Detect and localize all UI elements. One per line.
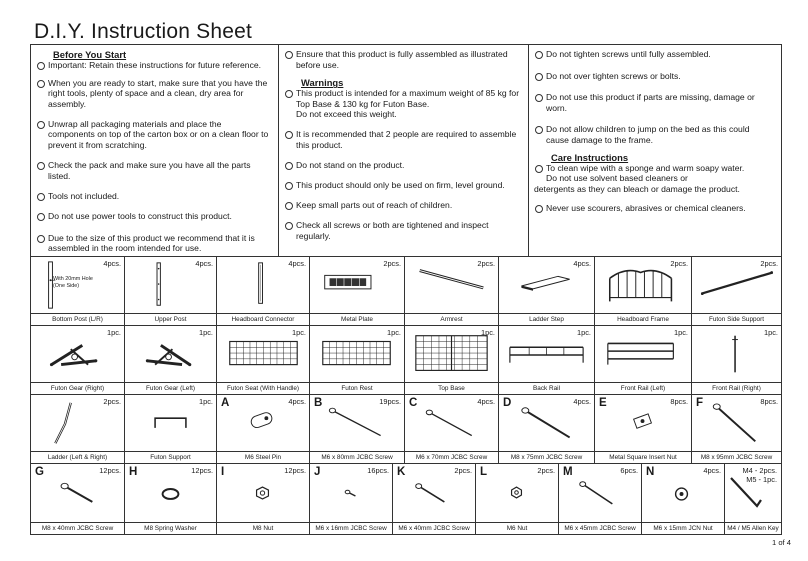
part-letter: C: [409, 397, 418, 409]
part-qty: 2pcs.: [760, 259, 778, 268]
page-title: D.I.Y. Instruction Sheet: [34, 20, 253, 43]
part-label: M8 x 40mm JCBC Screw: [31, 522, 124, 534]
note-item: Do not tighten screws until fully assembled.: [534, 49, 773, 60]
parts-row: [31, 395, 781, 464]
warnings-column: [279, 45, 529, 256]
part-letter: H: [129, 466, 138, 478]
part-letter: F: [696, 397, 704, 409]
warning-item: Check all screws or both are tightened and inspect regularly.: [284, 220, 520, 241]
note-item: Check the pack and make sure you have all the parts listed.: [36, 160, 270, 181]
part-qty: 2pcs.: [103, 397, 121, 406]
part-qty: 12pcs.: [284, 466, 306, 475]
note-item: Due to the size of this product we recommend that it is assembled in the room intended for use.: [36, 233, 270, 254]
warning-item: It is recommended that 2 people are required to assemble this product.: [284, 129, 520, 150]
part-label: Futon Support: [125, 451, 216, 463]
part-cell-futon-gear-left: [125, 326, 217, 394]
part-qty: M4 - 2pcs. M5 - 1pc.: [742, 466, 777, 484]
part-qty: 1pc.: [199, 328, 213, 337]
part-letter: L: [480, 466, 488, 478]
part-qty: 4pcs.: [288, 397, 306, 406]
warnings-header: Warnings: [301, 77, 344, 89]
part-label: M6 Steel Pin: [217, 451, 309, 463]
part-label: M8 x 75mm JCBC Screw: [499, 451, 594, 463]
part-label: Metal Plate: [310, 313, 404, 325]
warning-subline: Do not exceed this weight.: [296, 109, 397, 120]
care-item: To clean wipe with a sponge and warm soapy water.: [534, 163, 773, 174]
part-cell-m: [559, 464, 642, 534]
part-cell-metal-plate: [310, 257, 405, 325]
part-cell-d: [499, 395, 595, 463]
note-item: When you are ready to start, make sure that you have the right tools, plenty of space and a clean, dry area for assembly.: [36, 78, 270, 110]
part-qty: 4pcs.: [103, 259, 121, 268]
note-item: Tools not included.: [36, 191, 270, 202]
part-letter: E: [599, 397, 607, 409]
note-item: Important: Retain these instructions for future reference.: [36, 60, 270, 71]
part-qty: 8pcs.: [670, 397, 688, 406]
part-label: M4 / M5 Allen Key: [725, 522, 781, 534]
part-qty: 1pc.: [107, 328, 121, 337]
part-label: Headboard Frame: [595, 313, 691, 325]
part-cell-armrest: [405, 257, 499, 325]
part-label: Futon Rest: [310, 382, 404, 394]
part-label: Ladder (Left & Right): [31, 451, 124, 463]
warning-item: Do not stand on the product.: [284, 160, 520, 171]
parts-row: [31, 257, 781, 326]
part-cell-futon-support: [125, 395, 217, 463]
part-label: M8 Spring Washer: [125, 522, 216, 534]
part-cell-futon-side-support: [692, 257, 781, 325]
parts-row: [31, 464, 781, 534]
part-cell-futon-seat: [217, 326, 310, 394]
part-label: M6 x 80mm JCBC Screw: [310, 451, 404, 463]
page-number: 1 of 4: [772, 538, 791, 547]
part-cell-g: [31, 464, 125, 534]
part-label: Metal Square Insert Nut: [595, 451, 691, 463]
care-item: Never use scourers, abrasives or chemical cleaners.: [534, 203, 773, 214]
part-cell-ladder-step: [499, 257, 595, 325]
part-label: Headboard Connector: [217, 313, 309, 325]
part-qty: 4pcs.: [703, 466, 721, 475]
part-qty: 1pc.: [481, 328, 495, 337]
part-letter: M: [563, 466, 573, 478]
part-cell-bottom-post: [31, 257, 125, 325]
part-label: Top Base: [405, 382, 498, 394]
part-cell-futon-gear-right: [31, 326, 125, 394]
part-label: Futon Seat (With Handle): [217, 382, 309, 394]
part-letter: I: [221, 466, 225, 478]
part-label: Bottom Post (L/R): [31, 313, 124, 325]
part-label: M6 x 70mm JCBC Screw: [405, 451, 498, 463]
care-line: detergents as they can bleach or damage the product.: [534, 183, 740, 194]
before-you-start-column: [31, 45, 279, 256]
part-qty: 2pcs.: [670, 259, 688, 268]
part-cell-upper-post: [125, 257, 217, 325]
part-cell-ladder: [31, 395, 125, 463]
part-note: With 20mm Hole (One Side): [53, 276, 93, 289]
part-qty: 1pc.: [199, 397, 213, 406]
note-item: Do not use this product if parts are missing, damage or worn.: [534, 92, 773, 113]
part-label: M6 Nut: [476, 522, 558, 534]
part-qty: 2pcs.: [537, 466, 555, 475]
note-item: Do not use power tools to construct this product.: [36, 211, 270, 222]
part-letter: B: [314, 397, 323, 409]
part-cell-j: [310, 464, 393, 534]
part-qty: 1pc.: [387, 328, 401, 337]
part-qty: 12pcs.: [191, 466, 213, 475]
part-label: M8 x 95mm JCBC Screw: [692, 451, 781, 463]
note-item: Do not allow children to jump on the bed as this could cause damage to the frame.: [534, 124, 773, 145]
part-cell-headboard-connector: [217, 257, 310, 325]
part-qty: 2pcs.: [477, 259, 495, 268]
part-qty: 4pcs.: [477, 397, 495, 406]
care-header: Care Instructions: [551, 151, 629, 163]
part-qty: 1pc.: [292, 328, 306, 337]
part-qty: 2pcs.: [383, 259, 401, 268]
part-qty: 12pcs.: [99, 466, 121, 475]
warning-item: This product is intended for a maximum weight of 85 kg for Top Base & 130 kg for Futon Base.: [284, 88, 520, 109]
part-cell-f: [692, 395, 781, 463]
part-cell-c: [405, 395, 499, 463]
part-label: M6 x 40mm JCBC Screw: [393, 522, 475, 534]
part-qty: 1pc.: [674, 328, 688, 337]
part-cell-front-rail-left: [595, 326, 692, 394]
care-line: Do not use solvent based cleaners or: [546, 173, 688, 184]
part-label: Futon Side Support: [692, 313, 781, 325]
part-qty: 1pc.: [577, 328, 591, 337]
parts-grid: [31, 257, 781, 534]
part-letter: J: [314, 466, 321, 478]
part-letter: G: [35, 466, 44, 478]
text-section: [31, 45, 781, 257]
part-label: M8 Nut: [217, 522, 309, 534]
part-cell-futon-rest: [310, 326, 405, 394]
part-qty: 6pcs.: [620, 466, 638, 475]
part-cell-a: [217, 395, 310, 463]
warning-item: Keep small parts out of reach of children.: [284, 200, 520, 211]
part-cell-i: [217, 464, 310, 534]
part-cell-h: [125, 464, 217, 534]
part-qty: 8pcs.: [760, 397, 778, 406]
part-cell-b: [310, 395, 405, 463]
part-qty: 4pcs.: [573, 259, 591, 268]
part-cell-l: [476, 464, 559, 534]
part-cell-e: [595, 395, 692, 463]
part-letter: K: [397, 466, 406, 478]
part-label: Ladder Step: [499, 313, 594, 325]
care-column: [529, 45, 781, 256]
part-letter: A: [221, 397, 230, 409]
part-qty: 16pcs.: [367, 466, 389, 475]
part-qty: 4pcs.: [288, 259, 306, 268]
part-cell-front-rail-right: [692, 326, 781, 394]
part-label: Front Rail (Left): [595, 382, 691, 394]
part-qty: 4pcs.: [573, 397, 591, 406]
part-qty: 2pcs.: [454, 466, 472, 475]
part-label: M6 x 16mm JCBC Screw: [310, 522, 392, 534]
part-cell-k: [393, 464, 476, 534]
part-cell-allen-key: [725, 464, 781, 534]
part-cell-headboard-frame: [595, 257, 692, 325]
part-cell-back-rail: [499, 326, 595, 394]
part-qty: 1pc.: [764, 328, 778, 337]
note-item: Ensure that this product is fully assembled as illustrated before use.: [284, 49, 520, 70]
part-letter: D: [503, 397, 512, 409]
note-item: Unwrap all packaging materials and place the components on top of the carton box or on a clean floor to prevent it from scratching.: [36, 119, 270, 151]
part-cell-top-base: [405, 326, 499, 394]
part-label: Front Rail (Right): [692, 382, 781, 394]
part-qty: 4pcs.: [195, 259, 213, 268]
before-you-start-header: Before You Start: [53, 49, 127, 60]
note-item: Do not over tighten screws or bolts.: [534, 71, 773, 82]
part-label: Futon Gear (Left): [125, 382, 216, 394]
parts-row: [31, 326, 781, 395]
part-label: Upper Post: [125, 313, 216, 325]
part-label: M6 x 45mm JCBC Screw: [559, 522, 641, 534]
part-label: Back Rail: [499, 382, 594, 394]
instruction-sheet: [30, 44, 782, 535]
part-cell-n: [642, 464, 725, 534]
part-qty: 19pcs.: [379, 397, 401, 406]
part-label: Armrest: [405, 313, 498, 325]
part-label: M6 x 15mm JCN Nut: [642, 522, 724, 534]
part-letter: N: [646, 466, 655, 478]
part-label: Futon Gear (Right): [31, 382, 124, 394]
warning-item: This product should only be used on firm, level ground.: [284, 180, 520, 191]
